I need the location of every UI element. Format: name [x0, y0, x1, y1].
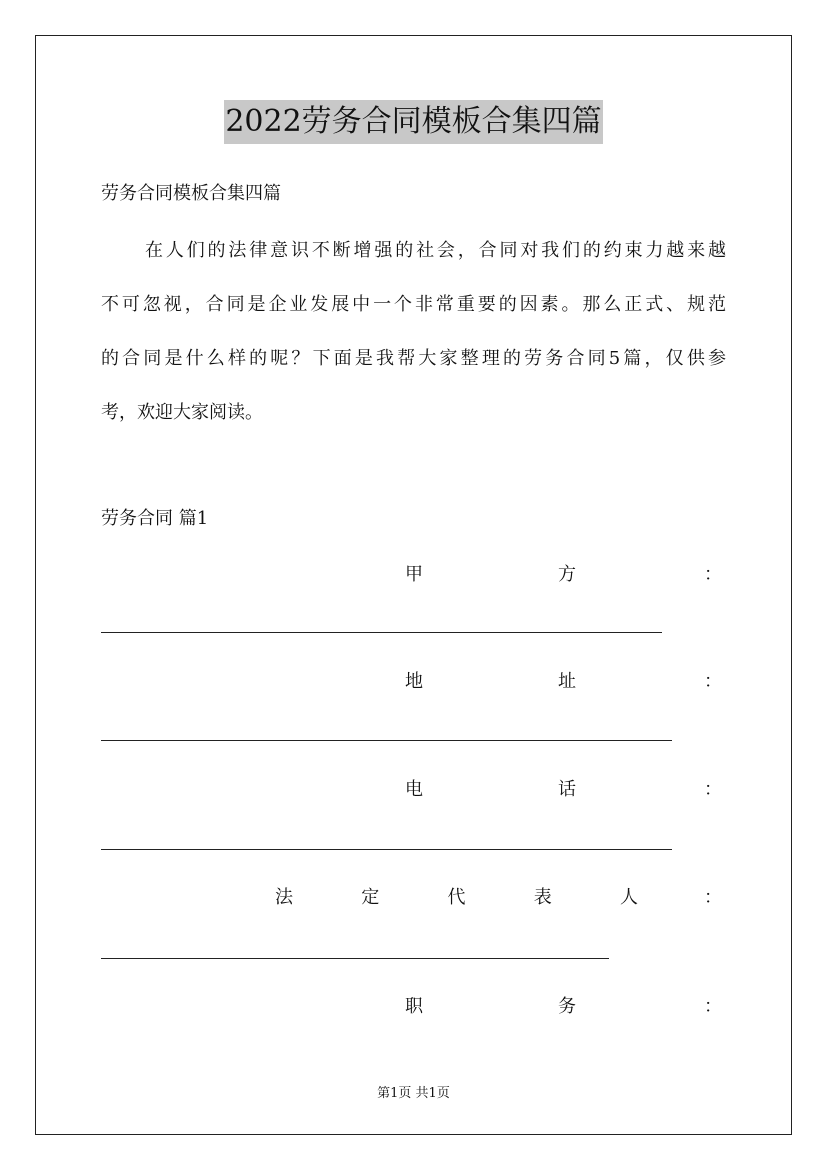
- field-char: 法: [275, 887, 293, 908]
- field-colon: ：: [704, 779, 722, 800]
- address-label: [405, 670, 576, 694]
- intro-line: 的合同是什么样的呢？下面是我帮大家整理的劳务合同5篇，仅供参: [101, 348, 726, 369]
- blank-line: [101, 632, 662, 633]
- field-char: 定: [361, 887, 380, 908]
- position-label: [405, 995, 576, 1019]
- field-char: 代: [447, 887, 466, 908]
- field-char: 职: [405, 996, 423, 1017]
- legal-representative-label: [275, 886, 638, 910]
- document-title: 2022劳务合同模板合集四篇: [224, 100, 602, 144]
- document-subtitle: 劳务合同模板合集四篇: [101, 183, 281, 204]
- page-number: 第1页 共1页: [377, 1086, 450, 1101]
- field-colon: ：: [704, 996, 722, 1017]
- title-container: [0, 100, 827, 144]
- intro-line: 在人们的法律意识不断增强的社会，合同对我们的约束力越来越: [145, 240, 726, 261]
- field-char: 方: [558, 564, 576, 585]
- section-heading: 劳务合同 篇1: [101, 508, 209, 529]
- field-char: 表: [533, 887, 552, 908]
- blank-line: [101, 849, 672, 850]
- field-char: 地: [405, 671, 423, 692]
- blank-line: [101, 740, 672, 741]
- field-colon: ：: [704, 564, 722, 585]
- party-a-label: [405, 563, 576, 587]
- field-char: 话: [558, 779, 576, 800]
- intro-line: 不可忽视，合同是企业发展中一个非常重要的因素。那么正式、规范: [101, 294, 726, 315]
- field-colon: ：: [704, 671, 722, 692]
- field-char: 电: [405, 779, 423, 800]
- intro-line: 考，欢迎大家阅读。: [101, 402, 263, 423]
- field-colon: ：: [704, 887, 722, 908]
- phone-label: [405, 778, 576, 802]
- field-char: 务: [558, 996, 576, 1017]
- field-char: 址: [558, 671, 576, 692]
- field-char: 人: [620, 887, 638, 908]
- field-char: 甲: [405, 564, 423, 585]
- blank-line: [101, 958, 609, 959]
